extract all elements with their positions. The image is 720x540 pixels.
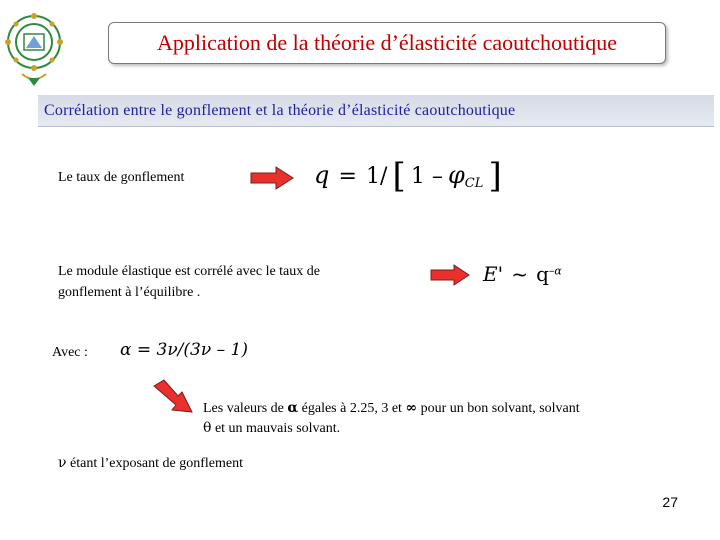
formula-q2: q: [536, 262, 549, 286]
page-number: 27: [662, 494, 678, 510]
formula-e-prime: E': [483, 262, 504, 286]
avec-label: Avec :: [52, 345, 88, 360]
formula-one: 1/: [366, 164, 388, 189]
values-text-d: et un mauvais solvant.: [214, 421, 341, 436]
title-box: [108, 22, 666, 64]
values-text-c: pour un bon solvant, solvant: [420, 401, 580, 416]
university-emblem-icon: [2, 4, 66, 88]
red-bent-arrow-icon: [152, 378, 198, 416]
subtitle-bar: [38, 95, 714, 127]
swelling-formula: [314, 156, 502, 196]
formula-bracket-open: [: [392, 156, 406, 196]
values-line2: [203, 418, 340, 439]
theta-symbol: θ: [203, 420, 212, 436]
formula-eq: =: [338, 164, 357, 189]
formula-q: q: [314, 161, 330, 189]
nu-symbol: ν: [58, 455, 67, 471]
infinity-symbol: ∞: [405, 400, 418, 416]
values-text-a: Les valeurs de: [203, 401, 284, 416]
formula-tilde: ~: [511, 262, 528, 286]
alpha-symbol: α: [287, 400, 299, 416]
formula-bracket-close: ]: [488, 156, 502, 196]
formula-sub: CL: [464, 176, 484, 192]
subtitle: Corrélation entre le gonflement et la théorie d’élasticité caoutchoutique: [44, 102, 516, 119]
formula-exponent: –α: [548, 264, 562, 278]
red-right-arrow-icon: [250, 166, 294, 190]
values-line1: [203, 398, 580, 419]
swelling-label: Le taux de gonflement: [58, 170, 185, 185]
modulus-formula: [483, 262, 562, 286]
nu-note: [58, 453, 243, 474]
values-text-b: égales à 2.25, 3 et: [301, 401, 402, 416]
modulus-label-line2: gonflement à l’équilibre .: [58, 285, 201, 300]
modulus-label-line1: Le module élastique est corrélé avec le taux de: [58, 264, 320, 279]
alpha-formula: α = 3ν/(3ν – 1): [120, 340, 248, 360]
red-right-arrow-icon: [430, 264, 470, 286]
nu-text: étant l’exposant de gonflement: [70, 456, 244, 471]
formula-phi: φ: [447, 161, 465, 189]
page-title: Application de la théorie d’élasticité caoutchoutique: [157, 30, 617, 55]
formula-one-minus: 1 –: [410, 164, 443, 189]
